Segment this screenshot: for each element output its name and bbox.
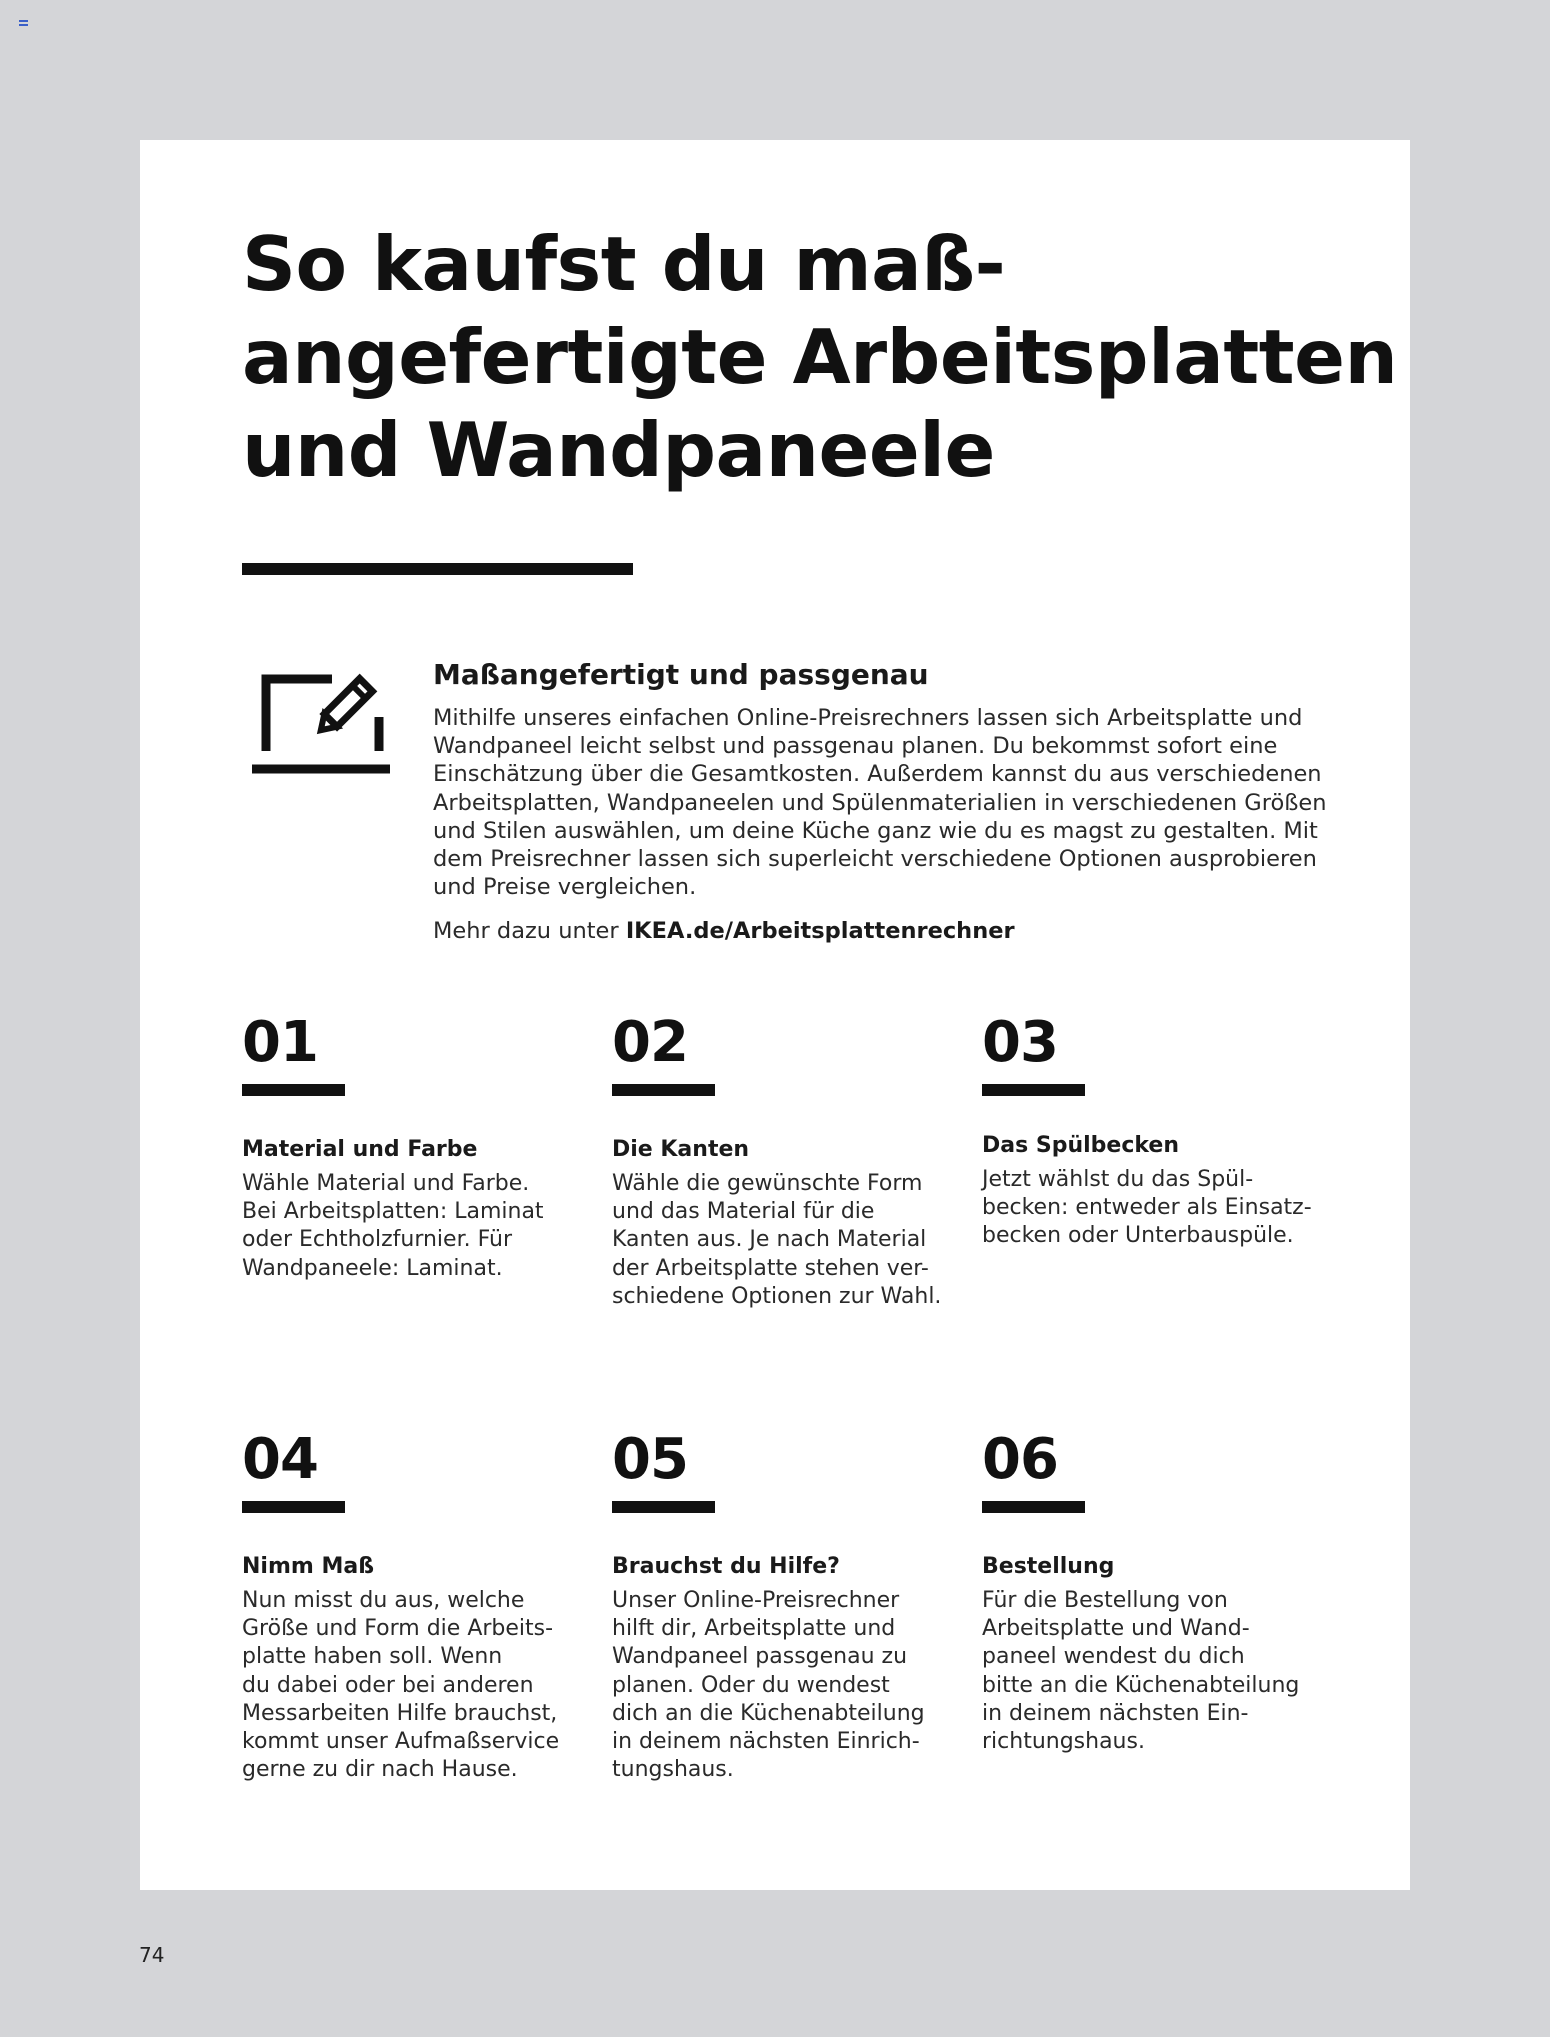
step-number: 04 [242,1427,318,1492]
intro-body [433,704,1333,901]
step-text-line: Unser Online-Preisrechner [612,1588,900,1613]
more-info [433,917,1333,945]
step-text-line: Bei Arbeitsplatten: Laminat [242,1199,544,1225]
step-text [982,1587,1327,1756]
step-text-line: gerne zu dir nach Hause. [242,1757,518,1783]
step-text-line: in deinem nächsten Ein- [982,1700,1249,1726]
step-title: Die Kanten [612,1137,750,1162]
step-05 [612,1427,957,1784]
intro-body-line: und Stilen auswählen, um deine Küche ganz wie du es magst zu gestalten. Mit [433,817,1318,844]
step-text-line: dich an die Küchenabteilung [612,1700,925,1726]
title-divider [242,563,633,575]
step-text [612,1170,957,1311]
step-text-line: Wähle die gewünschte Form [612,1171,923,1196]
step-text [242,1587,587,1784]
step-text-line: Wandpaneel passgenau zu [612,1644,908,1670]
step-number: 03 [982,1010,1058,1075]
intro-section [433,658,1333,946]
step-text [982,1166,1327,1251]
step-text-line: planen. Oder du wendest [612,1672,890,1698]
step-text-line: Wandpaneele: Laminat. [242,1255,503,1281]
step-number: 05 [612,1427,688,1492]
more-info-prefix: Mehr dazu unter [433,918,626,945]
step-divider [982,1084,1085,1096]
page-title-line: So kaufst du maß- [242,220,1006,308]
step-text-line: Nun misst du aus, welche [242,1588,525,1613]
step-text-line: Arbeitsplatte und Wand- [982,1616,1250,1642]
step-divider [242,1501,345,1513]
step-06 [982,1427,1327,1756]
intro-heading: Maßangefertigt und passgenau [433,658,929,691]
step-text-line: schiedene Optionen zur Wahl. [612,1283,942,1309]
step-text-line: Wähle Material und Farbe. [242,1171,530,1196]
step-divider [612,1084,715,1096]
page-title [242,218,1398,497]
step-text-line: tungshaus. [612,1757,734,1783]
step-text-line: bitte an die Küchenabteilung [982,1672,1300,1698]
step-01 [242,1010,587,1283]
step-text [612,1587,957,1784]
step-text-line: becken oder Unterbauspüle. [982,1223,1294,1249]
intro-body-line: Arbeitsplatten, Wandpaneelen und Spülenmaterialien in verschiedenen Größen [433,789,1327,816]
page-number: 74 [139,1943,165,1967]
menu-icon[interactable] [19,20,28,28]
page-title-line: und Wandpaneele [242,406,995,494]
step-text-line: der Arbeitsplatte stehen ver- [612,1255,929,1281]
step-text-line: in deinem nächsten Einrich- [612,1729,920,1755]
step-divider [242,1084,345,1096]
intro-body-line: Mithilfe unseres einfachen Online-Preisrechners lassen sich Arbeitsplatte und [433,705,1303,731]
step-title: Material und Farbe [242,1137,478,1162]
calculator-link[interactable]: IKEA.de/Arbeitsplattenrechner [625,918,1015,945]
step-title: Brauchst du Hilfe? [612,1554,840,1579]
step-text-line: Größe und Form die Arbeits- [242,1616,554,1642]
step-text-line: kommt unser Aufmaßservice [242,1729,560,1755]
step-text-line: richtungshaus. [982,1729,1145,1755]
step-04 [242,1427,587,1784]
step-text-line: und das Material für die [612,1199,875,1225]
intro-body-line: und Preise vergleichen. [433,874,697,901]
step-text-line: Kanten aus. Je nach Material [612,1227,927,1253]
step-02 [612,1010,957,1311]
step-text-line: hilft dir, Arbeitsplatte und [612,1616,896,1642]
intro-body-line: dem Preisrechner lassen sich superleicht verschiedene Optionen ausprobieren [433,846,1317,873]
step-title: Bestellung [982,1554,1115,1579]
intro-body-line: Einschätzung über die Gesamtkosten. Außerdem kannst du aus verschiedenen [433,761,1322,788]
step-number: 02 [612,1010,688,1075]
step-divider [612,1501,715,1513]
step-number: 01 [242,1010,318,1075]
step-text-line: Jetzt wählst du das Spül- [982,1167,1254,1192]
edit-pen-on-screen-icon [252,665,392,775]
intro-body-line: Wandpaneel leicht selbst und passgenau planen. Du bekommst sofort eine [433,733,1278,760]
catalog-page [140,140,1410,1890]
step-text-line: oder Echtholzfurnier. Für [242,1227,513,1253]
step-03 [982,1010,1327,1251]
step-title: Nimm Maß [242,1554,375,1579]
step-text-line: Messarbeiten Hilfe brauchst, [242,1700,558,1726]
step-text-line: becken: entweder als Einsatz- [982,1195,1312,1221]
step-number: 06 [982,1427,1058,1492]
step-text-line: du dabei oder bei anderen [242,1672,534,1698]
step-divider [982,1501,1085,1513]
step-text [242,1170,587,1283]
step-title: Das Spülbecken [982,1133,1179,1158]
step-text-line: Für die Bestellung von [982,1588,1228,1613]
step-text-line: platte haben soll. Wenn [242,1644,503,1670]
page-title-line: angefertigte Arbeitsplatten [242,313,1398,401]
step-text-line: paneel wendest du dich [982,1644,1245,1670]
